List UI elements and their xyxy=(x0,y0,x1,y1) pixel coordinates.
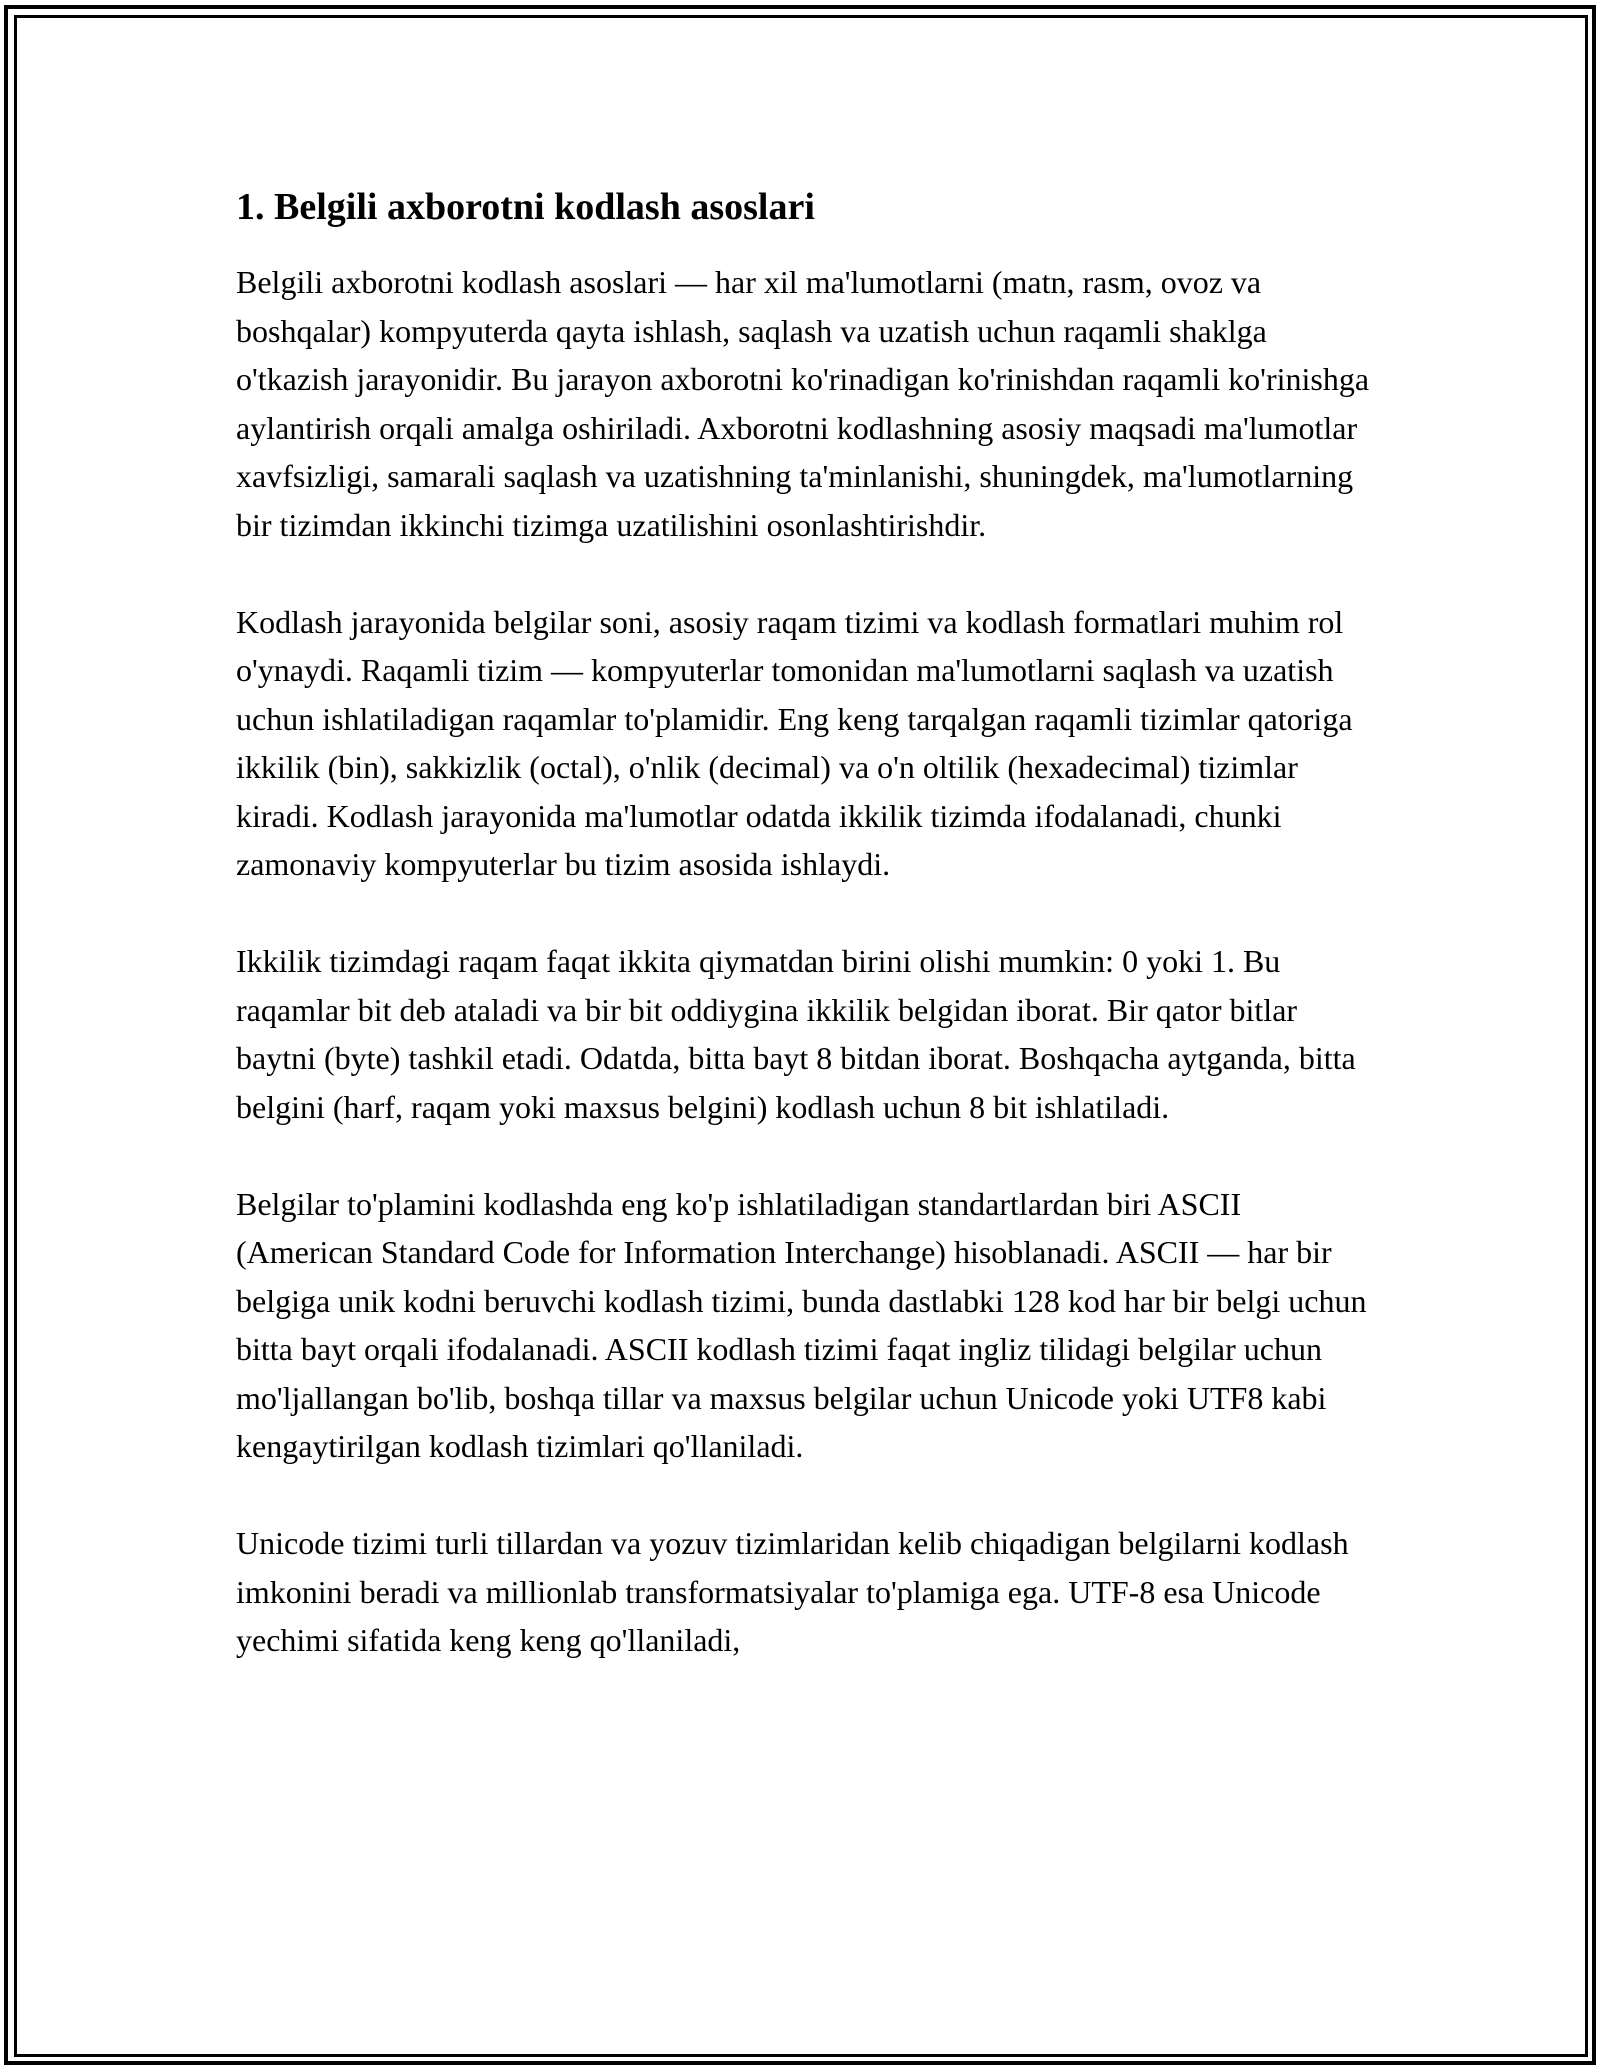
paragraph-2: Kodlash jarayonida belgilar soni, asosiy raqam tizimi va kodlash formatlari muhim rol o'ynaydi. Raqamli tizim — kompyuterlar tomonidan ma'lumotlarni saqlash va uzatish uchun ishlatiladigan raqamlar to'plamidir. Eng keng tarqalgan raqamli tizimlar qatoriga ikkilik (bin), sakkizlik (octal), o'nlik (decimal) va o'n oltilik (hexadecimal) tizimlar kiradi. Kodlash jarayonida ma'lumotlar odatda ikkilik tizimda ifodalanadi, chunki zamonaviy kompyuterlar bu tizim asosida ishlaydi. xyxy=(236,603,1353,882)
paragraph-5: Unicode tizimi turli tillardan va yozuv tizimlaridan kelib chiqadigan belgilarni kodlash imkonini beradi va millionlab transformatsiyalar to'plamiga ega. UTF-8 esa Unicode yechimi sifatida keng keng qo'llaniladi, xyxy=(236,1525,1349,1658)
paragraph-4: Belgilar to'plamini kodlashda eng ko'p ishlatiladigan standartlardan biri ASCII (American Standard Code for Information Interchange) hisoblanadi. ASCII — har bir belgiga unik kodni beruvchi kodlash tizimi, bunda dastlabki 128 kod har bir belgi uchun bitta bayt orqali ifodalanadi. ASCII kodlash tizimi faqat ingliz tilidagi belgilar uchun mo'ljallangan bo'lib, boshqa tillar va maxsus belgilar uchun Unicode yoki UTF8 kabi kengaytirilgan kodlash tizimlari qo'llaniladi. xyxy=(236,1185,1367,1464)
paragraph-1: Belgili axborotni kodlash asoslari — har xil ma'lumotlarni (matn, rasm, ovoz va boshqalar) kompyuterda qayta ishlash, saqlash va uzatish uchun raqamli shaklga o'tkazish jarayonidir. Bu jarayon axborotni ko'rinadigan ko'rinishdan raqamli ko'rinishga aylantirish orqali amalga oshiriladi. Axborotni kodlashning asosiy maqsadi ma'lumotlar xavfsizligi, samarali saqlash va uzatishning ta'minlanishi, shuningdek, ma'lumotlarning bir tizimdan ikkinchi tizimga uzatilishini osonlashtirishdir. xyxy=(236,264,1370,543)
paragraph-3: Ikkilik tizimdagi raqam faqat ikkita qiymatdan birini olishi mumkin: 0 yoki 1. Bu raqamlar bit deb ataladi va bir bit oddiygina ikkilik belgidan iborat. Bir qator bitlar baytni (byte) tashkil etadi. Odatda, bitta bayt 8 bitdan iborat. Boshqacha aytganda, bitta belgini (harf, raqam yoki maxsus belgini) kodlash uchun 8 bit ishlatiladi. xyxy=(236,943,1356,1125)
document-body xyxy=(236,182,1376,1665)
section-heading: 1. Belgili axborotni kodlash asoslari xyxy=(236,186,815,228)
